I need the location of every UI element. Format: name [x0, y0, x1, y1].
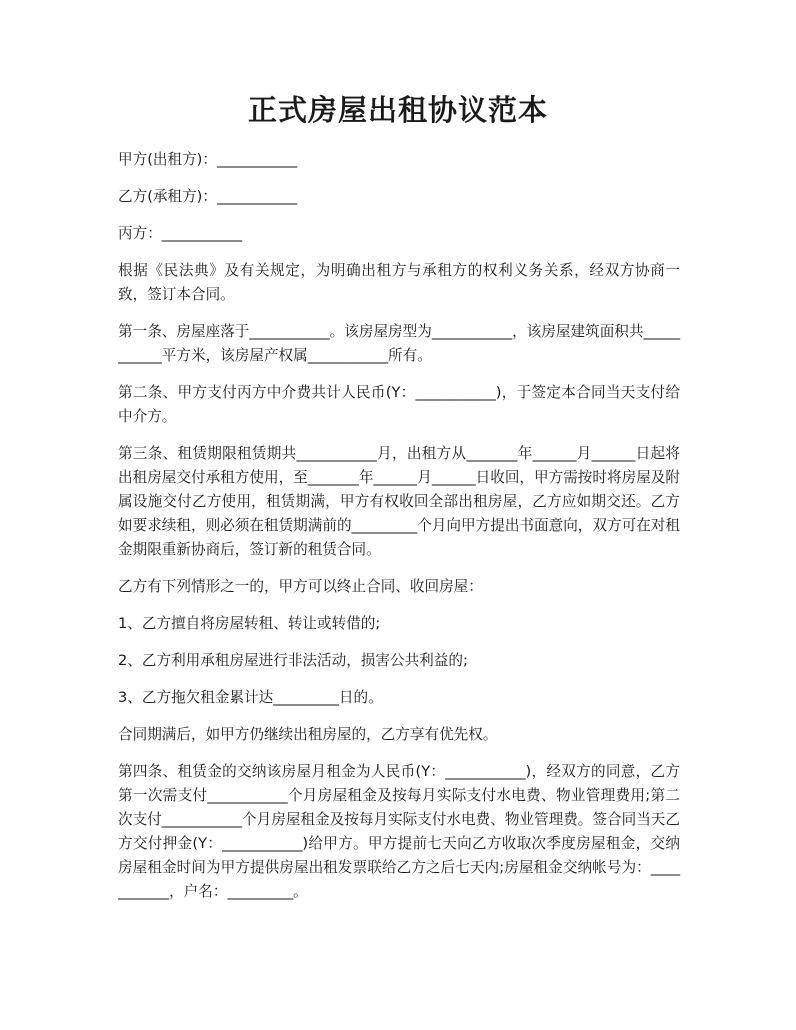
article-4-paragraph: 第四条、租赁金的交纳该房屋月租金为人民币(Y：___________)，经双方的同意，乙方第一次需支付___________个月房屋租金及按每月实际支付水电费、物业管理费用;第二次支付___________个月房屋租金及按每月实际支付水电费、物业管理费。签合同当天乙方交付押金(Y：___________)给甲方。甲方提前七天向乙方收取次季度房屋租金，交纳房屋租金时间为甲方提供房屋出租发票联给乙方之后七天内;房屋租金交纳帐号为：___________，户名：_________。: [118, 763, 680, 900]
document-title: 正式房屋出租协议范本: [247, 93, 548, 127]
preamble-paragraph: 根据《民法典》及有关规定，为明确出租方与承租方的权利义务关系，经双方协商一致，签订本合同。: [118, 262, 680, 303]
termination-item-2: 2、乙方利用承租房屋进行非法活动，损害公共利益的;: [118, 652, 468, 669]
document-body: [118, 148, 680, 917]
article-2-paragraph: 第二条、甲方支付丙方中介费共计人民币(Y：___________)，于签定本合同当天支付给中介方。: [118, 384, 680, 425]
termination-item-1: 1、乙方擅自将房屋转租、转让或转借的;: [118, 615, 381, 632]
article-1-paragraph: 第一条、房屋座落于___________。该房屋房型为___________，该房屋建筑面积共___________平方米，该房屋产权属___________所有。: [118, 323, 680, 364]
party-b-line: 乙方(承租方)：___________: [118, 188, 298, 205]
priority-paragraph: 合同期满后，如甲方仍继续出租房屋的，乙方享有优先权。: [118, 726, 498, 743]
article-3-paragraph: 第三条、租赁期限租赁期共___________月，出租方从_______年______月______日起将出租房屋交付承租方使用，至_______年______月______日收回，甲方需按时将房屋及附属设施交付乙方使用，租赁期满，甲方有权收回全部出租房屋，乙方应如期交还。乙方如要求续租，则必须在租赁期满前的_________个月向甲方提出书面意向，双方可在对租金期限重新协商后，签订新的租赁合同。: [118, 445, 680, 558]
termination-intro-paragraph: 乙方有下列情形之一的，甲方可以终止合同、收回房屋：: [118, 578, 483, 595]
party-c-line: 丙方：___________: [118, 225, 243, 242]
party-a-line: 甲方(出租方)：___________: [118, 151, 298, 168]
termination-item-3: 3、乙方拖欠租金累计达_________日的。: [118, 689, 383, 706]
